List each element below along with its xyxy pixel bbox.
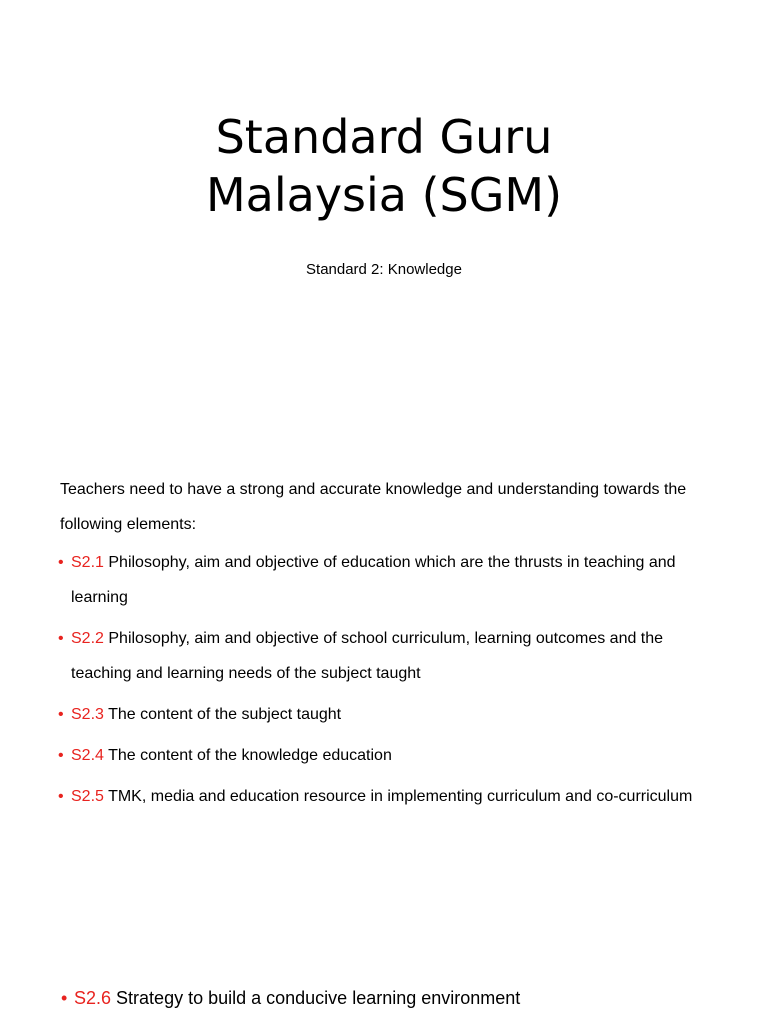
list-item: [58, 779, 718, 814]
standard-text: TMK, media and education resource in implementing curriculum and co-curriculum: [108, 788, 693, 805]
standard-code: S2.3: [71, 706, 104, 723]
list-item: [58, 697, 718, 732]
intro-paragraph: Teachers need to have a strong and accurate knowledge and understanding towards the following elements:: [60, 481, 687, 533]
bullet-icon: •: [58, 554, 64, 571]
page-subtitle: Standard 2: Knowledge: [306, 261, 462, 278]
standard-code: S2.6: [74, 988, 112, 1008]
bullet-icon: •: [58, 630, 64, 647]
standard-code: S2.4: [71, 747, 104, 764]
page-title-line-2: Malaysia (SGM): [205, 168, 563, 222]
standard-text: The content of the knowledge education: [108, 747, 392, 764]
bullet-icon: •: [58, 788, 64, 805]
page-title: [0, 108, 768, 224]
bullet-icon: •: [58, 706, 64, 723]
standard-code: S2.5: [71, 788, 104, 805]
bullet-icon: •: [61, 988, 68, 1008]
page-title-line-1: Standard Guru: [215, 110, 553, 164]
list-item: [58, 738, 718, 773]
standard-text: Philosophy, aim and objective of education which are the thrusts in teaching and learning: [71, 554, 676, 606]
standard-code: S2.2: [71, 630, 104, 647]
standards-list: [58, 545, 718, 814]
standard-code: S2.1: [71, 554, 104, 571]
standard-text: Strategy to build a conducive learning environment: [116, 988, 521, 1008]
list-item: [58, 545, 718, 615]
standard-text: Philosophy, aim and objective of school curriculum, learning outcomes and the teaching and learning needs of the subject taught: [71, 630, 664, 682]
standard-text: The content of the subject taught: [108, 706, 342, 723]
list-item: [58, 621, 718, 691]
bullet-icon: •: [58, 747, 64, 764]
bottom-list-item: [61, 982, 520, 1014]
